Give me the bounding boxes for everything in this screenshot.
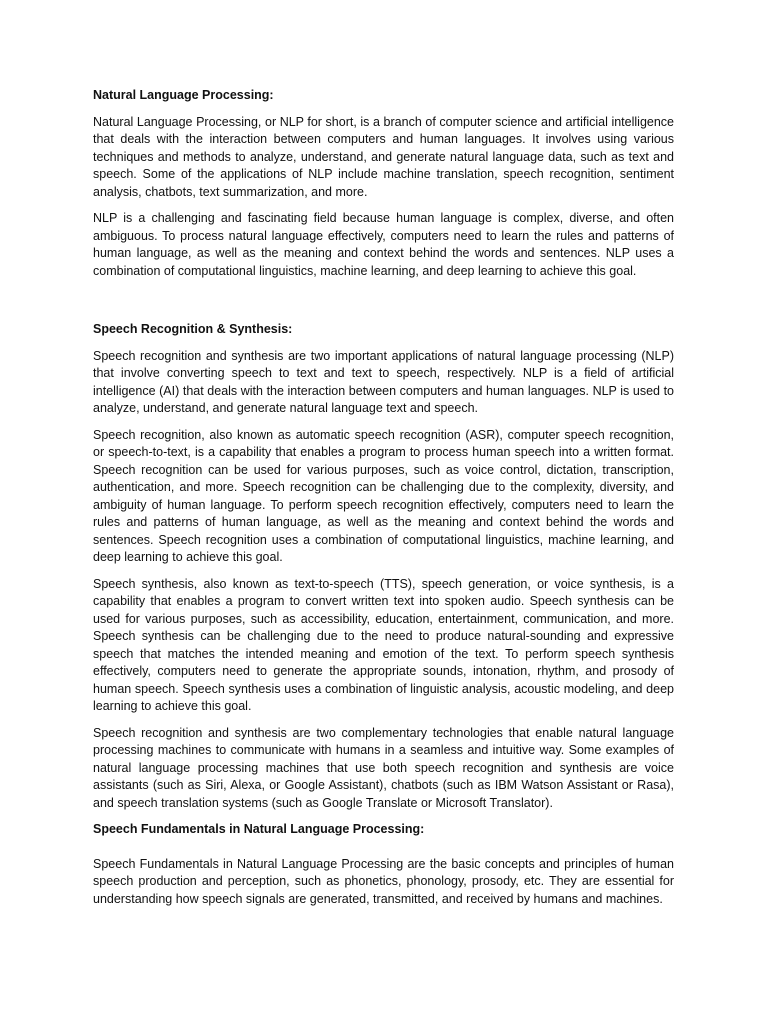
paragraph: Natural Language Processing, or NLP for short, is a branch of computer science and artificial intelligence that deals with the interaction between computers and human languages. It involves using various techniques and methods to analyze, understand, and generate natural language data, such as text and speech. Some of the applications of NLP include machine translation, speech recognition, sentiment analysis, chatbots, text summarization, and more.: [93, 114, 674, 199]
paragraph: Speech recognition and synthesis are two complementary technologies that enable natural language processing machines to communicate with humans in a seamless and intuitive way. Some examples of natural language processing machines that use both speech recognition and synthesis are voice assistants (such as Siri, Alexa, or Google Assistant), chatbots (such as IBM Watson Assistant or Rasa), and speech translation systems (such as Google Translate or Microsoft Translator).: [93, 725, 674, 810]
section-heading-speech-fundamentals: Speech Fundamentals in Natural Language Processing:: [93, 822, 425, 836]
paragraph: Speech recognition, also known as automatic speech recognition (ASR), computer speech recognition, or speech-to-text, is a capability that enables a program to process human speech into a written format. Speech recognition can be used for various purposes, such as voice control, dictation, transcription, authentication, and more. Speech recognition can be challenging due to the complexity, diversity, and ambiguity of human language. To perform speech recognition effectively, computers need to learn the rules and patterns of human language, as well as the meaning and context behind the words and sentences. Speech recognition uses a combination of computational linguistics, machine learning, and deep learning to achieve this goal.: [93, 427, 674, 564]
paragraph: NLP is a challenging and fascinating field because human language is complex, diverse, and often ambiguous. To process natural language effectively, computers need to learn the rules and patterns of human language, as well as the meaning and context behind the words and sentences. NLP uses a combination of computational linguistics, machine learning, and deep learning to achieve this goal.: [93, 211, 674, 278]
section-heading-speech-recognition-synthesis: Speech Recognition & Synthesis:: [93, 322, 293, 336]
paragraph: Speech synthesis, also known as text-to-speech (TTS), speech generation, or voice synthesis, is a capability that enables a program to convert written text into spoken audio. Speech synthesis can be used for various purposes, such as accessibility, education, entertainment, communication, and more. Speech synthesis can be challenging due to the need to produce natural-sounding and expressive speech that matches the intended meaning and emotion of the text. To perform speech synthesis effectively, computers need to generate the appropriate sounds, intonation, rhythm, and prosody of human speech. Speech synthesis uses a combination of linguistic analysis, acoustic modeling, and deep learning to achieve this goal.: [93, 576, 674, 713]
paragraph: Speech Fundamentals in Natural Language Processing are the basic concepts and principles of human speech production and perception, such as phonetics, phonology, prosody, etc. They are essential for understanding how speech signals are generated, transmitted, and received by humans and machines.: [93, 856, 674, 906]
paragraph: Speech recognition and synthesis are two important applications of natural language processing (NLP) that involve converting speech to text and text to speech, respectively. NLP is a field of artificial intelligence (AI) that deals with the interaction between computers and human languages. NLP is used to analyze, understand, and generate natural language text and speech.: [93, 348, 674, 415]
document-page: [93, 87, 674, 908]
section-heading-nlp: Natural Language Processing:: [93, 88, 274, 102]
